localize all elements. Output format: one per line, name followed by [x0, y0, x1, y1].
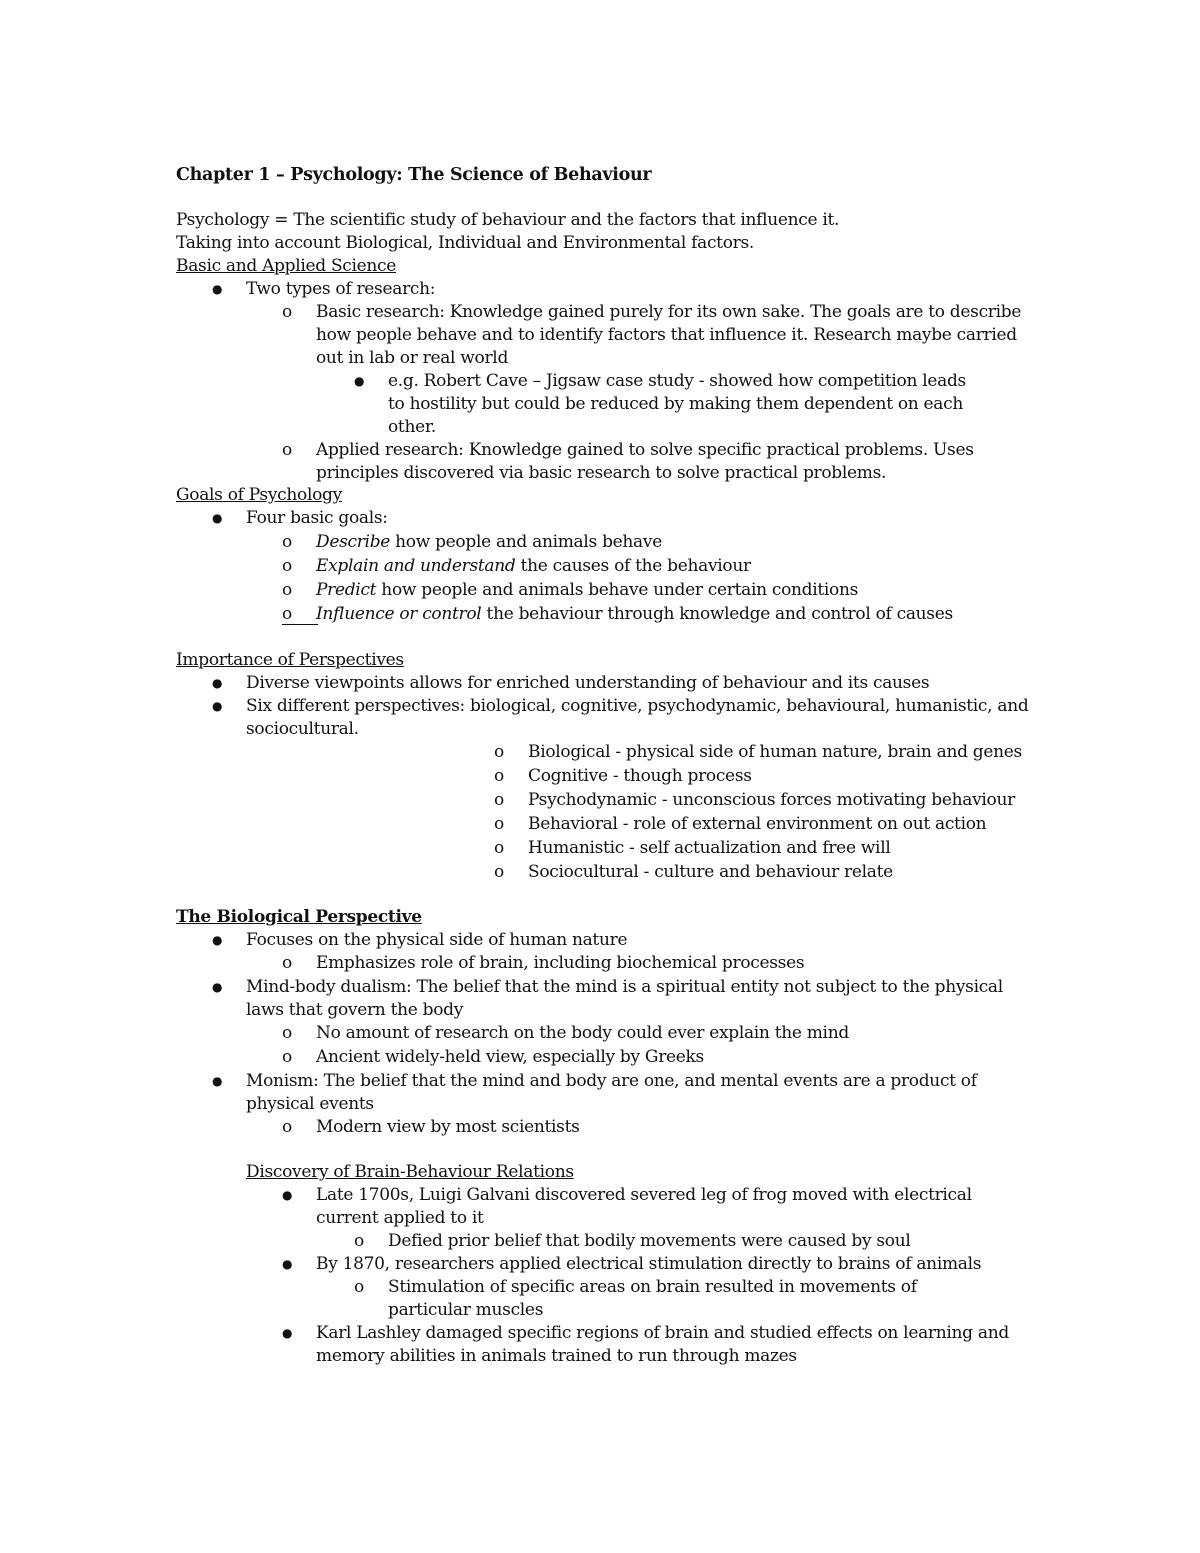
list-item-text: Basic research: Knowledge gained purely for its own sake. The goals are to describe how people behave and to identify factors that influence it. Research maybe carried out in lab or real world: [316, 302, 1022, 368]
intro-definition: Psychology = The scientific study of behaviour and the factors that influence it.: [176, 210, 840, 230]
bullet-list: [176, 1184, 1036, 1368]
list-item: o Biological - physical side of human nature, brain and genes: [176, 741, 1036, 764]
goal-emphasis: Influence or control: [316, 604, 482, 624]
goal-text: how people and animals behave under certain conditions: [376, 580, 859, 600]
bullet-list: [176, 278, 1036, 485]
list-item: o No amount of research on the body could ever explain the mind: [176, 1022, 1036, 1045]
goal-emphasis: Explain and understand: [316, 556, 516, 576]
goal-emphasis: Describe: [316, 532, 391, 552]
list-item-text: By 1870, researchers applied electrical stimulation directly to brains of animals: [316, 1254, 982, 1274]
list-item: [176, 1070, 1036, 1139]
subsection-discovery: [176, 1161, 1036, 1368]
sub-list: [176, 1116, 1036, 1139]
intro-factors: Taking into account Biological, Individual and Environmental factors.: [176, 233, 755, 253]
subsection-heading: Discovery of Brain-Behaviour Relations: [246, 1162, 574, 1182]
list-item: [176, 579, 1036, 602]
list-item: [176, 301, 1036, 439]
sub-list: [176, 531, 1036, 626]
section-perspectives: [176, 649, 1036, 884]
perspective-list: [176, 741, 1036, 884]
sub-list: [176, 1022, 1036, 1069]
list-item: o Psychodynamic - unconscious forces motivating behaviour: [176, 789, 1036, 812]
bullet-list: [176, 929, 1036, 1139]
list-item: [176, 1253, 1036, 1322]
bullet-list: [176, 507, 1036, 626]
goal-text: the causes of the behaviour: [515, 556, 751, 576]
sub-list: [176, 1230, 1036, 1253]
list-item: o Applied research: Knowledge gained to solve specific practical problems. Uses principles discovered via basic research to solve practical problems.: [176, 439, 1036, 485]
bullet-list: [176, 672, 1036, 741]
list-item: o Humanistic - self actualization and free will: [176, 837, 1036, 860]
section-biological: [176, 906, 1036, 1139]
list-item-text: Late 1700s, Luigi Galvani discovered severed leg of frog moved with electrical current applied to it: [316, 1185, 972, 1228]
list-item: o Stimulation of specific areas on brain resulted in movements of particular muscles: [176, 1276, 1036, 1322]
intro: [176, 209, 839, 255]
list-item: [176, 976, 1036, 1069]
list-item: [176, 531, 1036, 554]
sub-list: [176, 1276, 1036, 1322]
list-item: o Sociocultural - culture and behaviour relate: [176, 861, 1036, 884]
list-item: [176, 1184, 1036, 1253]
sub-list: [176, 952, 1036, 975]
list-item: o Ancient widely-held view, especially by Greeks: [176, 1046, 1036, 1069]
list-item-text: Two types of research:: [246, 279, 436, 299]
list-item: o Defied prior belief that bodily movements were caused by soul: [176, 1230, 1036, 1253]
list-item-text: Focuses on the physical side of human nature: [246, 930, 628, 950]
section-heading: Goals of Psychology: [176, 485, 342, 505]
list-item: ● e.g. Robert Cave – Jigsaw case study - showed how competition leads to hostility but could be reduced by making them dependent on each other.: [176, 370, 1036, 439]
section-heading: The Biological Perspective: [176, 907, 422, 927]
list-item: o Cognitive - though process: [176, 765, 1036, 788]
list-item: ● Six different perspectives: biological, cognitive, psychodynamic, behavioural, humanistic, and sociocultural.: [176, 695, 1036, 741]
list-item: o Behavioral - role of external environment on out action: [176, 813, 1036, 836]
list-item-text: Four basic goals:: [246, 508, 388, 528]
section-heading: Importance of Perspectives: [176, 650, 404, 670]
section-goals: [176, 484, 1036, 626]
list-item: ● Diverse viewpoints allows for enriched understanding of behaviour and its causes: [176, 672, 1036, 695]
list-item-text: Monism: The belief that the mind and body are one, and mental events are a product of physical events: [246, 1071, 977, 1114]
list-item: [176, 507, 1036, 626]
list-item: o Modern view by most scientists: [176, 1116, 1036, 1139]
sub-list: [176, 301, 1036, 485]
list-item: [176, 555, 1036, 578]
list-item: ● Karl Lashley damaged specific regions of brain and studied effects on learning and memory abilities in animals trained to run through mazes: [176, 1322, 1036, 1368]
list-item: [176, 929, 1036, 975]
section-basic-applied: [176, 255, 1036, 485]
goal-text: the behaviour through knowledge and control of causes: [481, 604, 953, 624]
sub-sub-list: [176, 370, 1036, 439]
list-item-text: Mind-body dualism: The belief that the mind is a spiritual entity not subject to the physical laws that govern the body: [246, 977, 1003, 1020]
list-item: o Emphasizes role of brain, including biochemical processes: [176, 952, 1036, 975]
goal-emphasis: Predict: [316, 580, 377, 600]
list-item: [176, 603, 1036, 626]
goal-text: how people and animals behave: [390, 532, 662, 552]
list-item: [176, 278, 1036, 485]
section-heading: Basic and Applied Science: [176, 256, 397, 276]
chapter-title: Chapter 1 – Psychology: The Science of Behaviour: [176, 165, 652, 185]
